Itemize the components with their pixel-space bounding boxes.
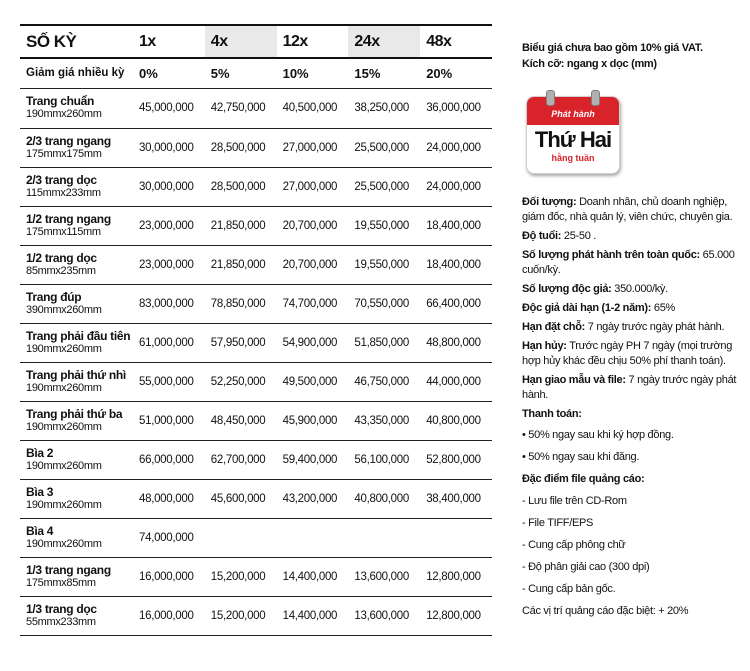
- size-note: Kích cỡ: ngang x dọc (mm): [522, 58, 657, 70]
- discount-value: 20%: [420, 58, 492, 88]
- ad-format-size: 190mmx260mm: [26, 342, 102, 355]
- info-text: 350.000/kỳ.: [611, 283, 668, 295]
- price-cell: 25,500,000: [348, 167, 420, 206]
- info-item: [522, 320, 742, 335]
- rate-row: [20, 362, 492, 401]
- price-cell: 27,000,000: [277, 167, 349, 206]
- info-item: [522, 282, 742, 297]
- ad-format-size: 85mmx235mm: [26, 264, 96, 277]
- frequency-48x: 48x: [420, 25, 492, 58]
- rate-row: [20, 323, 492, 362]
- price-cell: 18,400,000: [420, 245, 492, 284]
- ad-format-name: Bìa 4: [26, 523, 54, 538]
- rate-row: [20, 557, 492, 596]
- ad-format-name: 1/2 trang dọc: [26, 250, 97, 265]
- calendar-icon: [526, 96, 618, 172]
- price-cell: 30,000,000: [133, 128, 205, 167]
- ad-format-name: Trang phải thứ ba: [26, 406, 123, 421]
- calendar-ring: [546, 90, 555, 106]
- ad-format-cell: [20, 284, 133, 323]
- ad-format-cell: [20, 362, 133, 401]
- ad-format-cell: [20, 596, 133, 635]
- info-label: Hạn đặt chỗ:: [522, 321, 586, 333]
- special-positions-note: Các vị trí quảng cáo đặc biệt: + 20%: [522, 605, 689, 617]
- rate-row: [20, 88, 492, 128]
- price-cell: 43,350,000: [348, 401, 420, 440]
- info-label: Độ tuổi:: [522, 230, 562, 242]
- price-cell: 70,550,000: [348, 284, 420, 323]
- price-cell: 13,600,000: [348, 596, 420, 635]
- info-label: Hạn hủy:: [522, 340, 567, 352]
- rate-row: [20, 518, 492, 557]
- rate-row: [20, 128, 492, 167]
- ad-format-cell: [20, 206, 133, 245]
- rate-row: [20, 284, 492, 323]
- calendar-day: Thứ Hai: [534, 127, 612, 152]
- ad-format-size: 190mmx260mm: [26, 108, 102, 120]
- frequency-4x: 4x: [205, 25, 277, 58]
- price-cell: 61,000,000: [133, 323, 205, 362]
- price-cell: 12,800,000: [420, 557, 492, 596]
- price-cell: 74,000,000: [133, 518, 205, 557]
- info-list: [522, 195, 742, 403]
- file-specs-title: Đặc điểm file quảng cáo:: [522, 473, 645, 485]
- info-item: [522, 373, 742, 403]
- ad-format-size: 115mmx233mm: [26, 186, 101, 199]
- rate-row: [20, 596, 492, 635]
- price-cell: 28,500,000: [205, 167, 277, 206]
- ad-format-size: 175mmx115mm: [26, 225, 101, 238]
- price-cell: 38,400,000: [420, 479, 492, 518]
- price-cell: 55,000,000: [133, 362, 205, 401]
- ad-format-name: Trang phải thứ nhì: [26, 367, 126, 382]
- info-text: 65.000 cuốn/kỳ.: [522, 249, 735, 276]
- price-cell: 27,000,000: [277, 128, 349, 167]
- price-cell: 30,000,000: [133, 167, 205, 206]
- ad-format-name: 1/3 trang ngang: [26, 562, 111, 577]
- rate-table: [20, 24, 492, 636]
- frequency-1x: 1x: [133, 25, 205, 58]
- price-cell: 40,800,000: [420, 401, 492, 440]
- price-cell: 18,400,000: [420, 206, 492, 245]
- info-item: [522, 301, 742, 316]
- info-text: 65%: [651, 302, 675, 314]
- ad-format-cell: [20, 323, 133, 362]
- price-cell: 24,000,000: [420, 167, 492, 206]
- price-cell: [205, 518, 277, 557]
- file-specs-list: [522, 494, 742, 597]
- price-cell: 51,850,000: [348, 323, 420, 362]
- price-cell: 48,000,000: [133, 479, 205, 518]
- file-spec-item: - Lưu file trên CD-Rom: [522, 495, 627, 507]
- price-cell: [277, 518, 349, 557]
- publication-info: [522, 195, 742, 619]
- price-cell: 16,000,000: [133, 596, 205, 635]
- ad-format-size: 390mmx260mm: [26, 303, 102, 316]
- frequency-header-label: SỐ KỲ: [20, 25, 133, 58]
- price-cell: 52,800,000: [420, 440, 492, 479]
- rate-row: [20, 479, 492, 518]
- ad-format-size: 190mmx260mm: [26, 459, 102, 472]
- discount-value: 0%: [133, 58, 205, 88]
- ad-format-cell: [20, 128, 133, 167]
- price-cell: 24,000,000: [420, 128, 492, 167]
- price-cell: 83,000,000: [133, 284, 205, 323]
- price-cell: 16,000,000: [133, 557, 205, 596]
- price-cell: 42,750,000: [205, 88, 277, 128]
- price-cell: 46,750,000: [348, 362, 420, 401]
- rate-row: [20, 440, 492, 479]
- ad-format-cell: [20, 479, 133, 518]
- price-cell: 28,500,000: [205, 128, 277, 167]
- payment-title: Thanh toán:: [522, 408, 582, 420]
- ad-format-size: 190mmx260mm: [26, 420, 102, 433]
- ad-format-name: Trang phải đầu tiên: [26, 328, 131, 343]
- rate-row: [20, 401, 492, 440]
- calendar-top-label: Phát hành: [551, 109, 595, 119]
- price-cell: 40,800,000: [348, 479, 420, 518]
- price-cell: 57,950,000: [205, 323, 277, 362]
- price-cell: 15,200,000: [205, 596, 277, 635]
- ad-format-size: 55mmx233mm: [26, 615, 96, 628]
- calendar-page: [526, 96, 620, 174]
- price-cell: 52,250,000: [205, 362, 277, 401]
- price-cell: 15,200,000: [205, 557, 277, 596]
- info-label: Số lượng độc giả:: [522, 283, 612, 295]
- price-cell: 78,850,000: [205, 284, 277, 323]
- rate-row: [20, 167, 492, 206]
- price-cell: 49,500,000: [277, 362, 349, 401]
- price-cell: 38,250,000: [348, 88, 420, 128]
- price-cell: 66,000,000: [133, 440, 205, 479]
- price-cell: 48,800,000: [420, 323, 492, 362]
- info-item: [522, 229, 742, 244]
- price-cell: 44,000,000: [420, 362, 492, 401]
- info-item: [522, 339, 742, 369]
- price-cell: [420, 518, 492, 557]
- info-text: Trước ngày PH 7 ngày (mọi trường hợp hủy khác đều chịu 50% phí thanh toán).: [522, 340, 733, 367]
- frequency-24x: 24x: [348, 25, 420, 58]
- price-cell: 43,200,000: [277, 479, 349, 518]
- price-cell: 19,550,000: [348, 245, 420, 284]
- price-cell: 56,100,000: [348, 440, 420, 479]
- price-cell: 25,500,000: [348, 128, 420, 167]
- payment-item: • 50% ngay sau khi đăng.: [522, 451, 640, 463]
- price-cell: 20,700,000: [277, 206, 349, 245]
- price-cell: 23,000,000: [133, 245, 205, 284]
- info-label: Hạn giao mẫu và file:: [522, 374, 626, 386]
- rate-table-body: [20, 88, 492, 635]
- info-text: 25-50 .: [561, 230, 597, 242]
- ad-format-cell: [20, 245, 133, 284]
- calendar-bottom-label: hằng tuần: [551, 153, 595, 163]
- price-cell: 40,500,000: [277, 88, 349, 128]
- ad-format-name: 1/2 trang ngang: [26, 211, 111, 226]
- price-cell: 59,400,000: [277, 440, 349, 479]
- info-text: 7 ngày trước ngày phát hành.: [522, 374, 737, 401]
- ad-format-name: Bìa 2: [26, 445, 54, 460]
- price-cell: 21,850,000: [205, 206, 277, 245]
- ad-format-cell: [20, 518, 133, 557]
- price-cell: 14,400,000: [277, 596, 349, 635]
- price-cell: 51,000,000: [133, 401, 205, 440]
- info-label: Số lượng phát hành trên toàn quốc:: [522, 249, 700, 261]
- price-cell: 21,850,000: [205, 245, 277, 284]
- file-spec-item: - Cung cấp phông chữ: [522, 539, 626, 551]
- ad-format-size: 175mmx85mm: [26, 576, 96, 589]
- ad-format-cell: [20, 557, 133, 596]
- price-cell: 19,550,000: [348, 206, 420, 245]
- ad-format-cell: [20, 88, 133, 128]
- discount-label: Giảm giá nhiều kỳ: [20, 58, 133, 88]
- price-cell: 14,400,000: [277, 557, 349, 596]
- payment-item: • 50% ngay sau khi ký hợp đồng.: [522, 429, 674, 441]
- ad-format-name: Bìa 3: [26, 484, 54, 499]
- rate-row: [20, 245, 492, 284]
- file-spec-item: - Độ phân giải cao (300 dpi): [522, 561, 650, 573]
- price-cell: 23,000,000: [133, 206, 205, 245]
- discount-value: 5%: [205, 58, 277, 88]
- price-cell: 62,700,000: [205, 440, 277, 479]
- price-notes: [522, 40, 742, 72]
- price-cell: 13,600,000: [348, 557, 420, 596]
- frequency-12x: 12x: [277, 25, 349, 58]
- discount-value: 15%: [348, 58, 420, 88]
- ad-format-name: 2/3 trang ngang: [26, 133, 111, 148]
- price-cell: 45,900,000: [277, 401, 349, 440]
- ad-format-name: Trang đúp: [26, 289, 82, 304]
- ad-format-size: 190mmx260mm: [26, 537, 102, 550]
- price-cell: 45,600,000: [205, 479, 277, 518]
- rate-row: [20, 206, 492, 245]
- discount-value: 10%: [277, 58, 349, 88]
- info-label: Độc giả dài hạn (1-2 năm):: [522, 302, 652, 314]
- price-cell: 54,900,000: [277, 323, 349, 362]
- info-text: Doanh nhân, chủ doanh nghiệp, giám đốc, nhà quản lý, viên chức, chuyên gia.: [522, 196, 733, 223]
- ad-format-size: 190mmx260mm: [26, 498, 102, 511]
- price-cell: 20,700,000: [277, 245, 349, 284]
- price-cell: 12,800,000: [420, 596, 492, 635]
- frequency-header-row: [20, 25, 492, 58]
- payment-list: [522, 428, 742, 465]
- price-cell: [348, 518, 420, 557]
- vat-note: Biểu giá chưa bao gồm 10% giá VAT.: [522, 42, 703, 54]
- discount-row: [20, 58, 492, 88]
- ad-format-size: 190mmx260mm: [26, 381, 102, 394]
- calendar-ring: [591, 90, 600, 106]
- info-item: [522, 248, 742, 278]
- price-cell: 36,000,000: [420, 88, 492, 128]
- price-cell: 66,400,000: [420, 284, 492, 323]
- ad-format-cell: [20, 401, 133, 440]
- ad-format-name: 1/3 trang dọc: [26, 601, 97, 616]
- info-text: 7 ngày trước ngày phát hành.: [585, 321, 725, 333]
- info-item: [522, 195, 742, 225]
- file-spec-item: - File TIFF/EPS: [522, 517, 594, 529]
- price-cell: 45,000,000: [133, 88, 205, 128]
- info-label: Đối tượng:: [522, 196, 577, 208]
- ad-format-name: 2/3 trang dọc: [26, 172, 97, 187]
- ad-format-cell: [20, 440, 133, 479]
- price-cell: 48,450,000: [205, 401, 277, 440]
- price-cell: 74,700,000: [277, 284, 349, 323]
- ad-format-cell: [20, 167, 133, 206]
- ad-format-size: 175mmx175mm: [26, 147, 102, 160]
- file-spec-item: - Cung cấp bản gốc.: [522, 583, 616, 595]
- ad-format-name: Trang chuẩn: [26, 94, 95, 108]
